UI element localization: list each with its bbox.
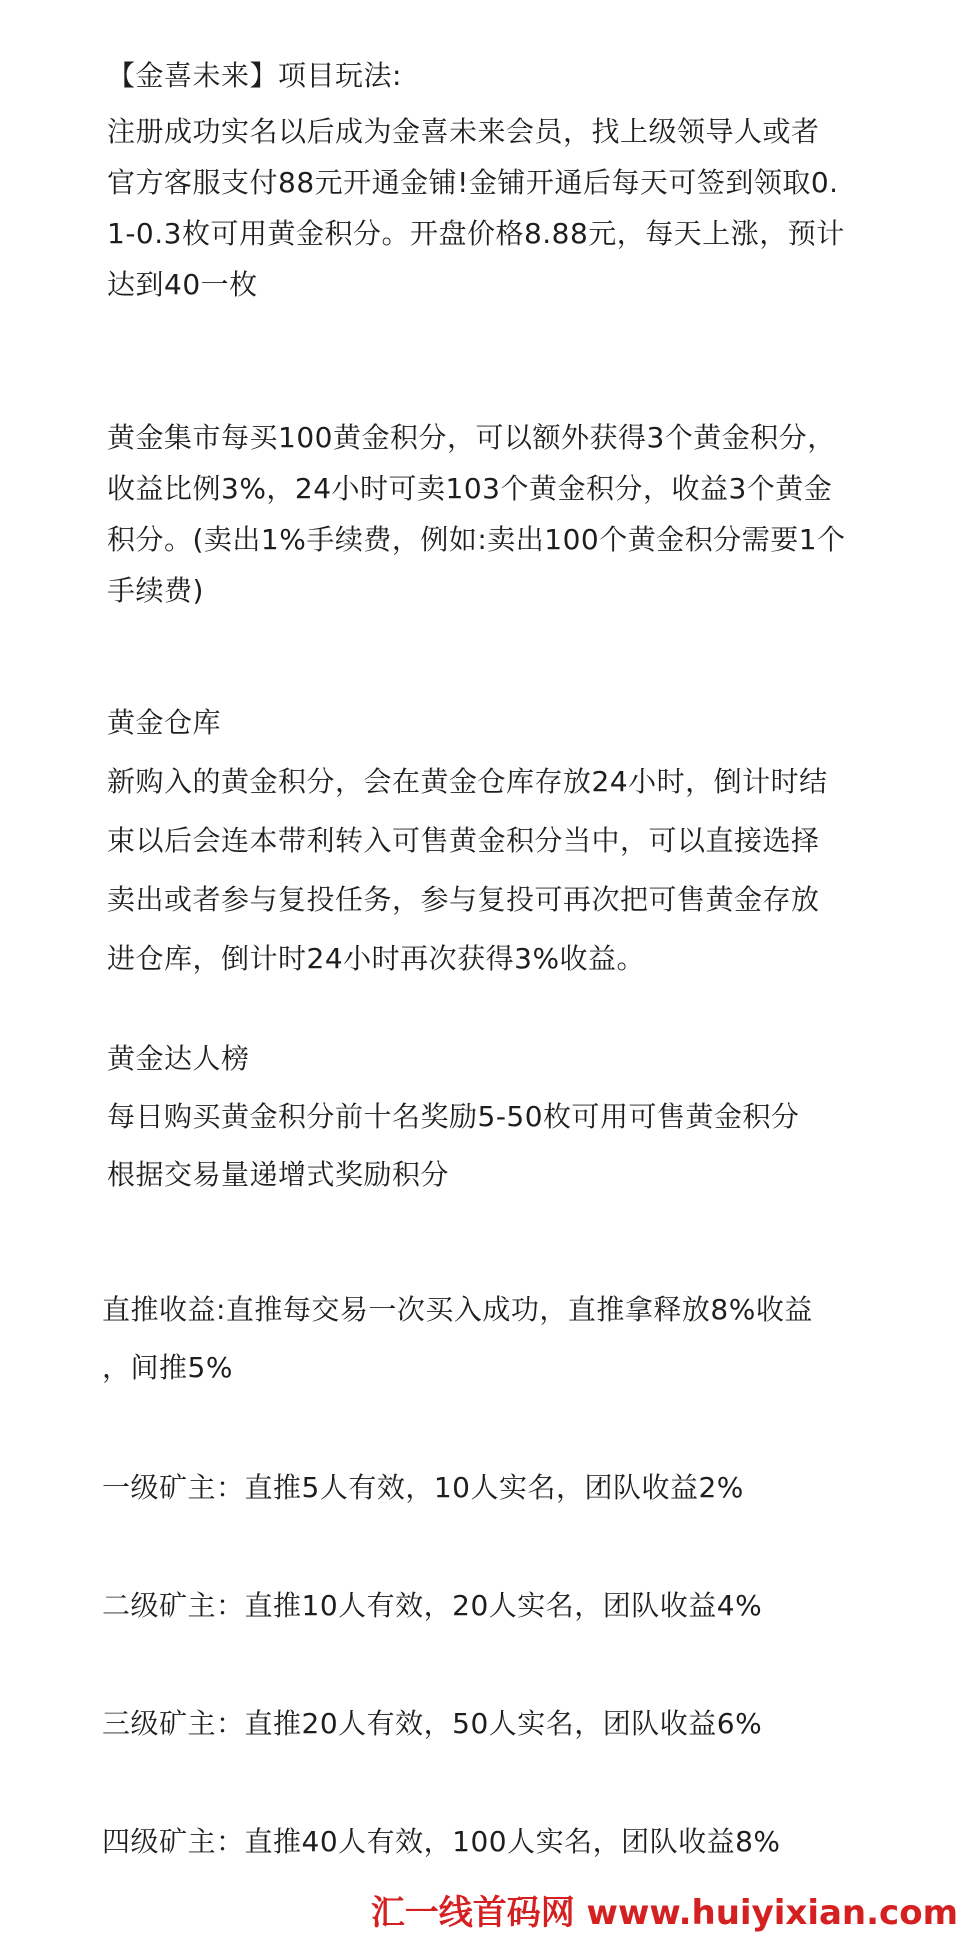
miner-level-4: 四级矿主：直推40人有效，100人实名，团队收益8%: [102, 1825, 781, 1858]
intro-line-2: 官方客服支付88元开通金铺!金铺开通后每天可签到领取0.: [107, 166, 839, 199]
ranking-line-2: 根据交易量递增式奖励积分: [107, 1158, 450, 1191]
warehouse-line-1: 新购入的黄金积分，会在黄金仓库存放24小时，倒计时结: [107, 765, 828, 798]
market-line-3: 积分。(卖出1%手续费，例如:卖出100个黄金积分需要1个: [107, 523, 846, 556]
warehouse-title: 黄金仓库: [107, 706, 222, 739]
site-watermark: 汇一线首码网 www.huiyixian.com: [370, 1893, 958, 1933]
ranking-line-1: 每日购买黄金积分前十名奖励5-50枚可用可售黄金积分: [107, 1100, 800, 1133]
warehouse-line-2: 束以后会连本带利转入可售黄金积分当中，可以直接选择: [107, 824, 820, 857]
intro-line-3: 1-0.3枚可用黄金积分。开盘价格8.88元，每天上涨，预计: [107, 217, 845, 250]
intro-line-1: 注册成功实名以后成为金喜未来会员，找上级领导人或者: [107, 115, 820, 148]
miner-level-2: 二级矿主：直推10人有效，20人实名，团队收益4%: [102, 1589, 763, 1622]
project-title: 【金喜未来】项目玩法:: [107, 59, 402, 92]
miner-level-3: 三级矿主：直推20人有效，50人实名，团队收益6%: [102, 1707, 763, 1740]
market-line-2: 收益比例3%，24小时可卖103个黄金积分，收益3个黄金: [107, 472, 833, 505]
referral-line-2: ，间推5%: [102, 1351, 233, 1384]
referral-line-1: 直推收益:直推每交易一次买入成功，直推拿释放8%收益: [102, 1293, 813, 1326]
warehouse-line-3: 卖出或者参与复投任务，参与复投可再次把可售黄金存放: [107, 883, 820, 916]
market-line-1: 黄金集市每买100黄金积分，可以额外获得3个黄金积分，: [107, 421, 836, 454]
ranking-title: 黄金达人榜: [107, 1042, 250, 1075]
miner-level-1: 一级矿主：直推5人有效，10人实名，团队收益2%: [102, 1471, 744, 1504]
intro-line-4: 达到40一枚: [107, 268, 258, 301]
market-line-4: 手续费): [107, 574, 204, 607]
warehouse-line-4: 进仓库，倒计时24小时再次获得3%收益。: [107, 942, 646, 975]
